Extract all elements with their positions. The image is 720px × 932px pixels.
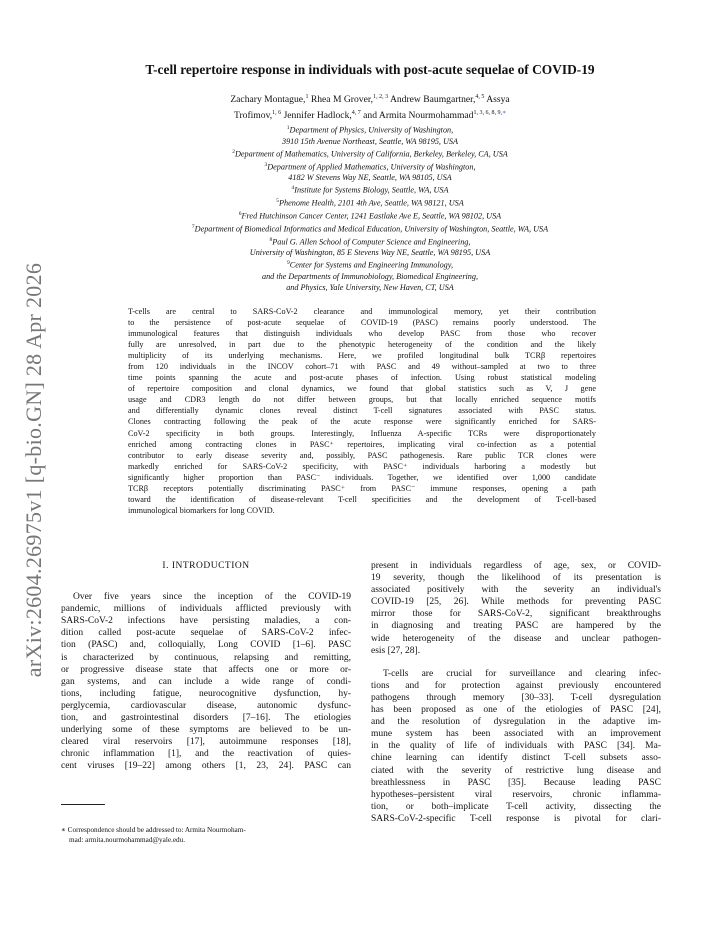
text-line: Over five years since the inception of the COVID-19 (73, 592, 351, 603)
abstract-line: TCRβ receptors potentially discriminating PASC⁺ from PASC⁻ immune responses, opening a path (128, 483, 596, 493)
footnote-rule (61, 804, 105, 805)
text-line: tions, including fatigue, neurocognitive dysfunction, hy- (61, 688, 351, 699)
footnote-line: mad: armita.nourmohammad@yale.edu. (69, 835, 185, 844)
paper-title: T-cell repertoire response in individuals with post-acute sequelae of COVID-19 (145, 62, 595, 77)
text-line: 19 severity, though the likelihood of its presentation is (371, 573, 661, 584)
affiliation-line: $^3$Department of Applied Mathematics, University of Washington, (264, 161, 476, 172)
text-line: T-cells are crucial for surveillance and clearing infec- (383, 668, 661, 679)
section-heading: I. INTRODUCTION (162, 561, 250, 571)
text-line: underlying some of these symptoms are believed to be un- (61, 725, 351, 736)
text-line: cleared viral reservoirs [17], autoimmune responses [18], (61, 737, 351, 748)
author-list: Zachary Montague,$^1$ Rhea M Grover,$^{1, 2, 3}$ Andrew Baumgartner,$^{4, 5}$ Assya Trofimov,$^{1, 6}$ Jennifer Hadlock,$^{4, 7}$ and Armita Nourmohammad$^{1, 3, 6, 8, 9,∗}$ (230, 94, 510, 121)
text-line: gan systems, and can include a wide range of condi- (61, 676, 351, 687)
text-line: pandemic, millions of individuals afflicted previously with (61, 604, 351, 615)
arxiv-sidebar (14, 240, 54, 700)
author-name: Assya (486, 94, 510, 106)
text-line: tion, and gastrointestinal disorders [7–16]. The etiologies (61, 713, 351, 724)
intro-paragraph (61, 591, 351, 772)
text-line: present in individuals regardless of age, sex, or COVID- (371, 561, 661, 571)
abstract-line: enriched among contracting clones in PASC⁺ repertoires, implicating viral co-infection as a potential (128, 439, 596, 449)
affiliation-line: $^5$Phenome Health, 2101 4th Ave, Seattle, WA 98121, USA (276, 198, 464, 208)
footnote (61, 826, 361, 846)
affiliation-line: $^4$Institute for Systems Biology, Seattle, WA, USA (291, 185, 449, 196)
affiliation-line: University of Washington, 85 E Stevens Way NE, Seattle, WA 98195, USA (249, 248, 491, 258)
affiliation-line: $^9$Center for Systems and Engineering Immunology, (286, 260, 454, 271)
abstract-line: significantly higher proportion than PASC⁻ individuals. Together, we identified over 1,000 candidate (128, 472, 596, 482)
author-name: Rhea M Grover, (310, 94, 374, 106)
text-line: mirror those for SARS-CoV-2, significant breakthroughs (371, 609, 661, 620)
text-line: esis [27, 28]. (371, 645, 421, 656)
text-line: cent viruses [19–22] among others [1, 23, 24]. PASC can (61, 761, 351, 772)
author-name: and Armita Nourmohammad (363, 109, 474, 121)
text-line: tion, or both–implicate T-cell activity, dissecting the (371, 801, 661, 812)
text-line: mune system has been associated with an improvement (371, 729, 661, 740)
footnote-line: ∗ Correspondence should be addressed to: Armita Nourmoham- (61, 826, 246, 834)
affiliation-line: $^6$Fred Hutchinson Cancer Center, 1241 Eastlake Ave E, Seattle, WA 98102, USA (238, 211, 502, 221)
author-name: Jennifer Hadlock, (283, 109, 352, 121)
text-line: is characterized by continuous, relapsing and remitting, (61, 652, 351, 663)
text-line: breathlessness in PASC [35]. Because leading PASC (371, 777, 661, 788)
right-column (371, 560, 661, 825)
text-line: ciated with the severity of restrictive lung disease and (371, 765, 661, 776)
abstract-line: CoV-2 specificity in both groups. Interestingly, Influenza A-specific TCRs were disproportionately (128, 428, 596, 438)
text-line: or progressive disease state that affects one or more or- (61, 664, 351, 675)
text-line: chine learning can identify distinct T-cell subsets asso- (371, 753, 661, 764)
abstract-line: immunological biomarkers for long COVID. (128, 505, 275, 515)
text-line: dition called post-acute sequelae of SARS-CoV-2 infec- (61, 628, 351, 639)
abstract-line: toward the identification of disease-relevant T-cell specificities and the development of T-cell-based (128, 494, 596, 504)
abstract-line: markedly enriched for SARS-CoV-2 specificity, with PASC⁺ individuals harboring a modestly but (128, 461, 596, 471)
text-line: hypotheses–persistent viral reservoirs, chronic inflamma- (371, 789, 661, 800)
text-line: in the quality of life of individuals with PASC [34]. Ma- (371, 741, 661, 752)
text-line: has been proposed as one of the etiologies of PASC [24], (371, 705, 661, 716)
affiliation-line: 4182 W Stevens Way NE, Seattle, WA 98105, USA (288, 173, 452, 183)
text-line: SARS-CoV-2 infections have persisting maladies, a con- (61, 616, 351, 627)
abstract-line: contributor to early disease severity and, possibly, PASC pathogenesis. Rare public TCR clones were (128, 450, 596, 460)
abstract-line: multiplicity of its underlying mechanisms. Here, we profiled longitudinal bulk TCRβ repertoires (128, 351, 596, 361)
correspondence-marker[interactable]: ∗ (501, 109, 507, 116)
abstract-line: T-cells are central to SARS-CoV-2 clearance and immunological memory, yet their contribution (128, 307, 596, 316)
text-line: perglycemia, cardiovascular disease, autonomic dysfunc- (61, 700, 351, 711)
abstract-line: and differentially dynamic clones reveal distinct T-cell signatures associated with PASC status. (128, 406, 596, 416)
abstract-line: to the persistence of post-acute sequelae of COVID-19 (PASC) remains poorly understood. The (128, 318, 596, 328)
affiliation-line: and Physics, Yale University, New Haven, CT, USA (286, 283, 454, 293)
text-line: pathogens through memory [30–33]. T-cell dysregulation (371, 692, 661, 703)
arxiv-identifier: arXiv:2604.26975v1 [q-bio.GN] 28 Apr 2026 (21, 262, 46, 678)
abstract (128, 306, 596, 516)
intro-paragraph (371, 560, 661, 657)
text-line: and the resolution of dysregulation in the adaptive im- (371, 717, 661, 728)
affiliation-line: 3910 15th Avenue Northeast, Seattle, WA 98195, USA (281, 136, 459, 146)
abstract-line: Clones contracting following the peak of the acute response were significantly enriched for SARS- (128, 417, 596, 427)
abstract-line: time points spanning the acute and post-acute phases of infection. Using robust statistical modeling (128, 373, 596, 383)
intro-paragraph (371, 668, 661, 825)
affiliation-line: $^1$Department of Physics, University of Washington, (286, 125, 454, 135)
text-line: tion (PASC) and, colloquially, Long COVID [1–6]. PASC (61, 640, 351, 651)
text-line: in diagnosing and treating PASC are hampered by the (371, 621, 661, 632)
author-name: Andrew Baumgartner, (389, 94, 476, 106)
abstract-line: usage and CDR3 length do not differ between groups, but that locally enriched sequence motifs (128, 395, 596, 405)
author-name: Zachary Montague, (230, 94, 306, 106)
affiliation-line: $^7$Department of Biomedical Informatics and Medical Education, University of Washington, Seattle, WA, USA (191, 223, 549, 234)
left-column (61, 560, 351, 773)
text-line: chronic inflammation [1], and the reactivation of quies- (61, 749, 351, 760)
text-line: wide heterogeneity of the disease and unclear pathogen- (371, 633, 661, 644)
affiliation-line: and the Departments of Immunobiology, Biomedical Engineering, (261, 272, 479, 282)
text-line: COVID-19 [25, 26]. While methods for preventing PASC (371, 597, 661, 608)
abstract-line: fully are unresolved, in part due to the phenotypic heterogeneity of the condition and the likely (128, 340, 596, 350)
affiliation-line: $^8$Paul G. Allen School of Computer Science and Engineering, (269, 236, 471, 247)
abstract-line: of repertoire composition and clonal dynamics, we found that global statistics such as V, J gene (128, 384, 596, 394)
abstract-line: from 120 individuals in the INCOV cohort–71 with PASC and 49 without–sampled at two to three (128, 362, 596, 372)
text-line: SARS-CoV-2-specific T-cell response is pivotal for clari- (371, 813, 661, 824)
affiliation-line: $^2$Department of Mathematics, University of California, Berkeley, Berkeley, CA, USA (232, 148, 508, 159)
text-line: associated positively with the severity an individual's (371, 585, 661, 596)
abstract-line: immunological features that distinguish individuals who develop PASC from those who recover (128, 329, 596, 339)
text-line: tions and for protection against previously encountered (371, 680, 661, 691)
author-name: Trofimov, (233, 109, 273, 121)
affiliations (60, 123, 680, 293)
